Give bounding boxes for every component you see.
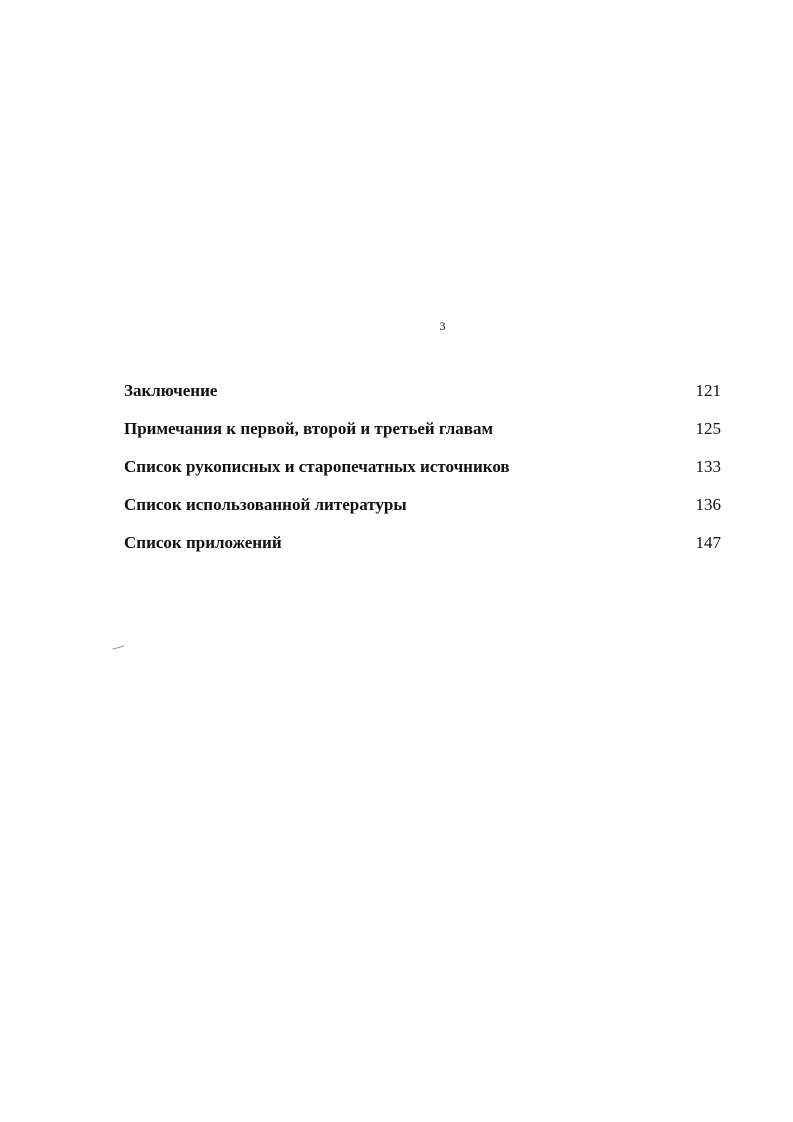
toc-entry-sources	[124, 454, 721, 492]
toc-entry-title: Список рукописных и старопечатных источников	[124, 457, 510, 476]
toc-entry-title: Список приложений	[124, 533, 282, 552]
toc-entry-title: Заключение	[124, 381, 218, 400]
toc-entry-page: 147	[695, 533, 721, 552]
scan-speck	[112, 646, 125, 655]
toc-entry-page: 125	[695, 419, 721, 438]
toc-entry-page: 121	[695, 381, 721, 400]
toc-entry-literature	[124, 492, 721, 530]
toc-entry-appendices	[124, 530, 721, 568]
toc-entry-page: 133	[695, 457, 721, 476]
page-number: 3	[439, 319, 446, 333]
toc-entry-page: 136	[695, 495, 721, 514]
toc-entry-title: Примечания к первой, второй и третьей главам	[124, 419, 494, 438]
toc-entry-conclusion	[124, 378, 721, 416]
toc-entry-title: Список использованной литературы	[124, 495, 407, 514]
table-of-contents	[124, 378, 721, 568]
toc-entry-notes	[124, 416, 721, 454]
